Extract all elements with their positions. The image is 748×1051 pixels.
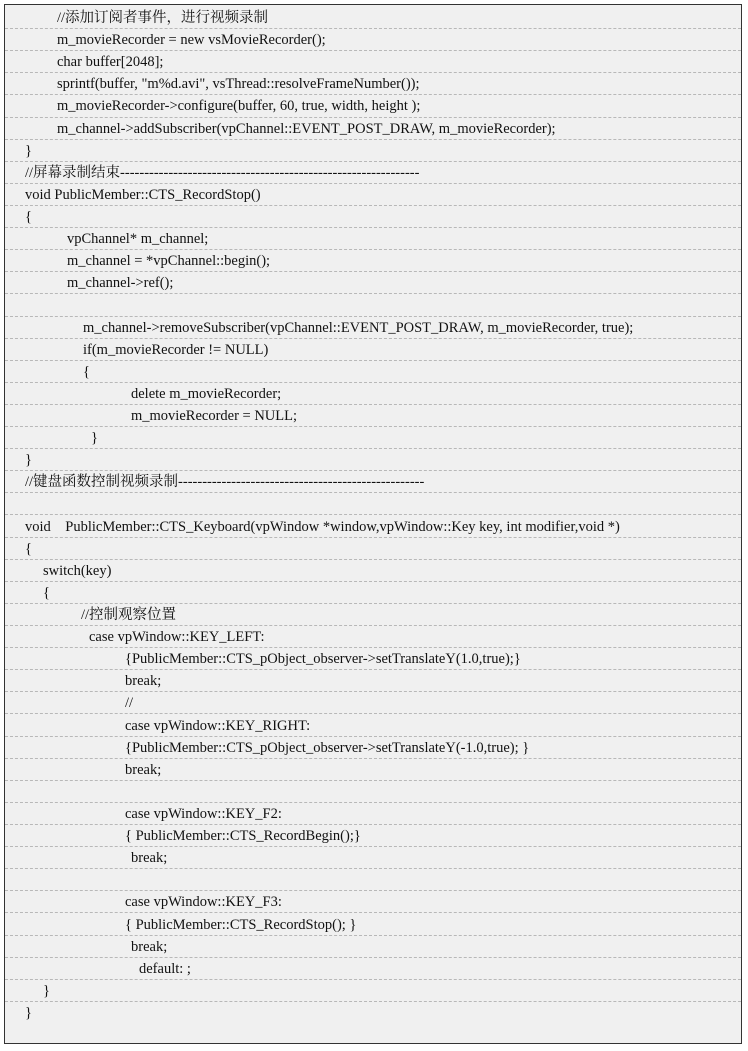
code-text: } [91,430,98,447]
code-line [5,538,741,560]
code-text: case vpWindow::KEY_RIGHT: [125,717,311,734]
code-text: //屏幕录制结束-------------------------------------------------------------- [25,164,420,181]
code-line [5,803,741,825]
code-text: break; [131,938,168,955]
code-line [5,560,741,582]
code-text: break; [131,850,168,867]
code-line [5,626,741,648]
code-line [5,980,741,1002]
code-text: { PublicMember::CTS_RecordStop(); } [125,916,357,933]
code-line [5,294,741,316]
code-line [5,118,741,140]
code-line [5,317,741,339]
code-line [5,250,741,272]
code-text: delete m_movieRecorder; [131,385,282,402]
code-text: {PublicMember::CTS_pObject_observer->setTranslateY(-1.0,true); } [125,739,530,756]
code-text: sprintf(buffer, "m%d.avi", vsThread::resolveFrameNumber()); [57,76,420,93]
code-line [5,869,741,891]
code-text: case vpWindow::KEY_F2: [125,805,282,822]
code-text: // [125,695,134,712]
code-text: m_movieRecorder->configure(buffer, 60, true, width, height ); [57,98,421,115]
code-text: case vpWindow::KEY_F3: [125,894,282,911]
code-text: } [25,1004,32,1021]
code-line [5,427,741,449]
code-text: void PublicMember::CTS_RecordStop() [25,186,261,203]
code-text: } [25,142,32,159]
code-line [5,29,741,51]
code-listing [4,4,742,1044]
code-text: if(m_movieRecorder != NULL) [83,341,269,358]
code-text: m_channel->addSubscriber(vpChannel::EVENT_POST_DRAW, m_movieRecorder); [57,120,556,137]
code-line [5,140,741,162]
code-line [5,913,741,935]
code-text: break; [125,673,162,690]
code-line [5,339,741,361]
code-line [5,737,741,759]
code-line [5,272,741,294]
code-line [5,228,741,250]
code-text: char buffer[2048]; [57,54,164,71]
code-text: { [25,540,32,557]
code-text: { [43,584,50,601]
code-line [5,51,741,73]
code-text: {PublicMember::CTS_pObject_observer->setTranslateY(1.0,true);} [125,651,521,668]
code-text: //添加订阅者事件，进行视频录制 [57,10,269,27]
code-line [5,383,741,405]
code-line [5,759,741,781]
code-line [5,781,741,803]
code-text: case vpWindow::KEY_LEFT: [89,629,265,646]
code-line [5,1002,741,1024]
code-text: m_channel->removeSubscriber(vpChannel::EVENT_POST_DRAW, m_movieRecorder, true); [83,319,634,336]
code-line [5,582,741,604]
code-line [5,493,741,515]
code-line [5,471,741,493]
code-text: m_channel->ref(); [67,275,174,292]
code-line [5,95,741,117]
code-text: default: ; [139,960,191,977]
code-line [5,936,741,958]
code-text: m_movieRecorder = NULL; [131,408,298,424]
code-text: vpChannel* m_channel; [67,231,209,248]
code-line [5,847,741,869]
code-line [5,405,741,427]
code-line [5,162,741,184]
code-text: } [43,982,50,999]
code-line [5,184,741,206]
code-text: //控制观察位置 [81,606,177,623]
code-text: //键盘函数控制视频录制--------------------------------------------------- [25,474,425,491]
code-line [5,206,741,228]
code-line [5,958,741,980]
code-text: void PublicMember::CTS_Keyboard(vpWindow *window,vpWindow::Key key, int modifier,void *) [25,518,620,535]
code-text: { PublicMember::CTS_RecordBegin();} [125,828,361,845]
code-line [5,891,741,913]
code-line [5,516,741,538]
code-text: m_channel = *vpChannel::begin(); [67,253,271,270]
code-text: { [25,209,32,226]
code-text: break; [125,761,162,778]
code-line [5,604,741,626]
code-line [5,714,741,736]
code-line [5,670,741,692]
code-line [5,73,741,95]
code-line [5,361,741,383]
code-line [5,825,741,847]
code-line [5,7,741,29]
code-text: { [83,363,90,380]
code-line [5,449,741,471]
code-line [5,648,741,670]
code-text: switch(key) [43,562,112,579]
code-text: m_movieRecorder = new vsMovieRecorder(); [57,32,326,49]
code-text: } [25,452,32,469]
code-line [5,692,741,714]
